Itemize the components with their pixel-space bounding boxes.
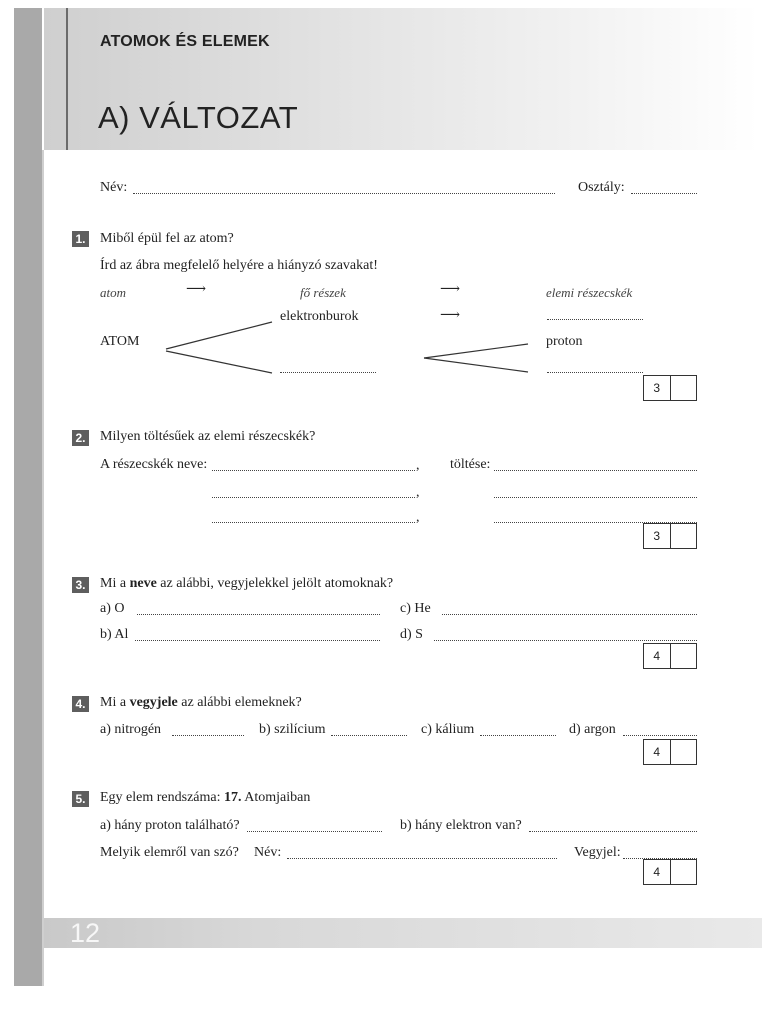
question-number-2: 2. <box>72 430 89 446</box>
score-points-4: 4 <box>644 740 671 764</box>
element-name-field[interactable] <box>287 849 557 859</box>
proton-label: proton <box>546 334 583 349</box>
column-label-elementary-particles: elemi részecskék <box>546 285 633 300</box>
score-points-1: 3 <box>644 376 671 400</box>
which-element-text: Melyik elemről van szó? <box>100 845 239 860</box>
answer-field-4d[interactable] <box>623 726 697 736</box>
score-points-5: 4 <box>644 860 671 884</box>
score-box-2 <box>643 523 697 549</box>
variant-title: A) VÁLTOZAT <box>98 100 299 135</box>
score-box-4 <box>643 739 697 765</box>
elementary-particle-field-1[interactable] <box>547 310 643 320</box>
particle-name-field-2[interactable] <box>212 488 415 498</box>
question-number-3: 3. <box>72 577 89 593</box>
main-part-field[interactable] <box>280 363 376 373</box>
class-label: Osztály: <box>578 180 625 195</box>
elementary-particle-field-2[interactable] <box>547 363 643 373</box>
item-3c: c) He <box>400 601 431 616</box>
class-field[interactable] <box>631 184 697 194</box>
answer-field-4b[interactable] <box>331 726 407 736</box>
comma-2: , <box>416 485 420 500</box>
answer-field-3d[interactable] <box>434 631 697 641</box>
name-label: Név: <box>100 180 128 195</box>
answer-field-3c[interactable] <box>442 605 697 615</box>
score-entry-4[interactable] <box>671 740 697 764</box>
footer-band <box>44 918 762 948</box>
symbol-label: Vegyjel: <box>574 845 621 860</box>
answer-field-3b[interactable] <box>135 631 380 641</box>
item-4d: d) argon <box>569 722 616 737</box>
item-3a: a) O <box>100 601 125 616</box>
question-1-instruction: Írd az ábra megfelelő helyére a hiányzó szavakat! <box>100 258 378 273</box>
question-3-text: Mi a neve az alábbi, vegyjelekkel jelölt atomoknak? <box>100 576 394 591</box>
item-4b: b) szilícium <box>259 722 326 737</box>
charge-field-1[interactable] <box>494 461 697 471</box>
answer-field-3a[interactable] <box>137 605 380 615</box>
atom-label: ATOM <box>100 334 140 349</box>
score-box-3 <box>643 643 697 669</box>
score-entry-2[interactable] <box>671 524 697 548</box>
charge-field-2[interactable] <box>494 488 697 498</box>
chapter-title: ATOMOK ÉS ELEMEK <box>100 33 270 50</box>
arrow-2: ⟶ <box>440 282 461 297</box>
question-2-text: Milyen töltésűek az elemi részecskék? <box>100 429 316 444</box>
answer-field-5a[interactable] <box>247 822 382 832</box>
comma-3: , <box>416 510 420 525</box>
particle-names-label: A részecskék neve: <box>100 457 208 472</box>
question-5-text: Egy elem rendszáma: 17. Atomjaiban <box>100 790 311 805</box>
score-entry-5[interactable] <box>671 860 697 884</box>
atom-branch-lines <box>160 320 280 380</box>
score-points-3: 4 <box>644 644 671 668</box>
score-box-1 <box>643 375 697 401</box>
nucleus-branch-lines <box>420 340 532 380</box>
side-margin-line <box>42 150 44 986</box>
answer-field-4c[interactable] <box>480 726 556 736</box>
page-number: 12 <box>70 918 101 948</box>
charge-field-3[interactable] <box>494 513 697 523</box>
side-margin-bar <box>14 8 42 986</box>
particle-name-field-1[interactable] <box>212 461 415 471</box>
column-label-main-parts: fő részek <box>300 285 346 300</box>
item-3b: b) Al <box>100 627 129 642</box>
answer-field-5b[interactable] <box>529 822 697 832</box>
comma-1: , <box>416 458 420 473</box>
particle-name-field-3[interactable] <box>212 513 415 523</box>
item-5a: a) hány proton található? <box>100 818 240 833</box>
element-name-label: Név: <box>254 845 282 860</box>
question-number-5: 5. <box>72 791 89 807</box>
question-number-1: 1. <box>72 231 89 247</box>
item-4a: a) nitrogén <box>100 722 162 737</box>
column-label-atom: atom <box>100 285 126 300</box>
arrow-1: ⟶ <box>186 282 207 297</box>
symbol-field[interactable] <box>623 849 697 859</box>
item-3d: d) S <box>400 627 423 642</box>
question-4-text: Mi a vegyjele az alábbi elemeknek? <box>100 695 302 710</box>
score-entry-3[interactable] <box>671 644 697 668</box>
item-4c: c) kálium <box>421 722 475 737</box>
question-number-4: 4. <box>72 696 89 712</box>
item-5b: b) hány elektron van? <box>400 818 522 833</box>
charge-label: töltése: <box>450 457 491 472</box>
answer-field-4a[interactable] <box>172 726 244 736</box>
score-points-2: 3 <box>644 524 671 548</box>
electron-shell-label: elektronburok <box>280 309 359 324</box>
arrow-3: ⟶ <box>440 308 461 323</box>
score-box-5 <box>643 859 697 885</box>
name-field[interactable] <box>133 184 555 194</box>
question-1-text: Miből épül fel az atom? <box>100 231 234 246</box>
header-rule <box>66 8 68 150</box>
score-entry-1[interactable] <box>671 376 697 400</box>
